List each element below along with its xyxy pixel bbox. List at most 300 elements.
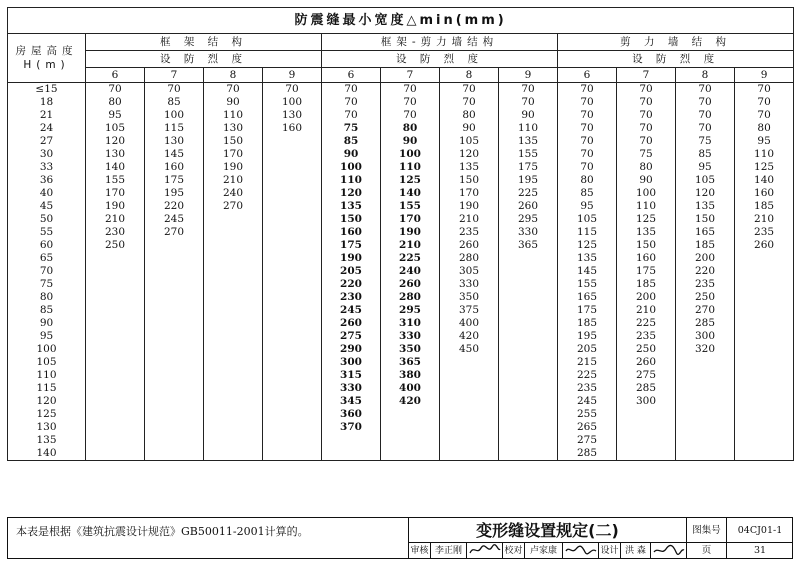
value-cell	[263, 356, 322, 369]
value-cell: 70	[322, 96, 381, 109]
value-cell	[86, 434, 145, 447]
value-cell	[322, 447, 381, 461]
value-cell	[676, 421, 735, 434]
value-cell	[499, 291, 558, 304]
value-cell: 245	[145, 213, 204, 226]
value-cell	[735, 252, 794, 265]
value-cell	[676, 395, 735, 408]
value-cell: 235	[735, 226, 794, 239]
value-cell: 140	[86, 161, 145, 174]
value-cell	[204, 239, 263, 252]
value-cell	[263, 148, 322, 161]
value-cell: 100	[263, 96, 322, 109]
value-cell: 100	[617, 187, 676, 200]
value-cell: 70	[381, 83, 440, 97]
value-cell: 225	[499, 187, 558, 200]
value-cell: 230	[86, 226, 145, 239]
value-cell: 110	[381, 161, 440, 174]
value-cell: 125	[558, 239, 617, 252]
value-cell: 85	[676, 148, 735, 161]
value-cell	[676, 408, 735, 421]
value-cell	[204, 408, 263, 421]
value-cell	[145, 356, 204, 369]
value-cell: 375	[440, 304, 499, 317]
value-cell: 70	[676, 122, 735, 135]
value-cell: 235	[676, 278, 735, 291]
value-cell: 80	[735, 122, 794, 135]
value-cell	[145, 421, 204, 434]
value-cell: 140	[735, 174, 794, 187]
intensity-col-6: 8	[440, 68, 499, 83]
value-cell: 190	[86, 200, 145, 213]
height-cell: 80	[8, 291, 86, 304]
height-cell: 85	[8, 304, 86, 317]
value-cell: 175	[617, 265, 676, 278]
value-cell: 95	[676, 161, 735, 174]
value-cell: 225	[617, 317, 676, 330]
value-cell	[86, 421, 145, 434]
value-cell	[145, 304, 204, 317]
value-cell: 275	[322, 330, 381, 343]
value-cell	[735, 278, 794, 291]
value-cell: 160	[617, 252, 676, 265]
value-cell: 260	[499, 200, 558, 213]
value-cell: 210	[86, 213, 145, 226]
value-cell: 230	[322, 291, 381, 304]
value-cell	[145, 343, 204, 356]
page-number: 31	[753, 545, 767, 556]
value-cell: 260	[735, 239, 794, 252]
height-cell: 24	[8, 122, 86, 135]
value-cell	[204, 304, 263, 317]
value-cell	[145, 447, 204, 461]
value-cell: 170	[381, 213, 440, 226]
table-row	[8, 278, 794, 291]
value-cell: 280	[381, 291, 440, 304]
value-cell: 90	[322, 148, 381, 161]
atlas-number-label: 图集号	[687, 518, 727, 543]
value-cell: 280	[440, 252, 499, 265]
value-cell: 170	[86, 187, 145, 200]
value-cell: 70	[558, 109, 617, 122]
table-row	[8, 330, 794, 343]
value-cell: 70	[381, 96, 440, 109]
value-cell: 70	[263, 83, 322, 97]
group-frame-shearwall-header: 框架-剪力墙结构	[322, 34, 558, 51]
value-cell: 200	[676, 252, 735, 265]
value-cell: 95	[735, 135, 794, 148]
value-cell: 130	[204, 122, 263, 135]
value-cell: 215	[558, 356, 617, 369]
value-cell: 175	[499, 161, 558, 174]
value-cell	[440, 369, 499, 382]
value-cell	[86, 278, 145, 291]
value-cell: 165	[558, 291, 617, 304]
value-cell: 295	[381, 304, 440, 317]
value-cell: 290	[322, 343, 381, 356]
table-row	[8, 252, 794, 265]
value-cell: 245	[322, 304, 381, 317]
value-cell: 240	[204, 187, 263, 200]
table-row	[8, 109, 794, 122]
value-cell: 175	[322, 239, 381, 252]
value-cell: 70	[617, 135, 676, 148]
intensity-label-frame-shearwall: 设 防 烈 度	[322, 51, 558, 68]
value-cell	[735, 382, 794, 395]
value-cell: 130	[263, 109, 322, 122]
intensity-col-1: 7	[145, 68, 204, 83]
value-cell: 195	[558, 330, 617, 343]
value-cell: 130	[86, 148, 145, 161]
value-cell: 330	[322, 382, 381, 395]
value-cell: 300	[617, 395, 676, 408]
intensity-col-5: 7	[381, 68, 440, 83]
value-cell: 135	[558, 252, 617, 265]
value-cell	[145, 291, 204, 304]
value-cell	[204, 213, 263, 226]
value-cell	[499, 356, 558, 369]
table-row	[8, 369, 794, 382]
value-cell	[735, 369, 794, 382]
value-cell: 150	[440, 174, 499, 187]
height-cell: 33	[8, 161, 86, 174]
table-row	[8, 239, 794, 252]
intensity-label-shearwall: 设 防 烈 度	[558, 51, 794, 68]
table-title: 防震缝最小宽度△min(mm)	[8, 8, 794, 34]
height-cell: 40	[8, 187, 86, 200]
table-row	[8, 148, 794, 161]
value-cell	[735, 291, 794, 304]
value-cell: 175	[558, 304, 617, 317]
value-cell: 220	[145, 200, 204, 213]
height-cell: 115	[8, 382, 86, 395]
value-cell: 95	[86, 109, 145, 122]
value-cell: 70	[322, 83, 381, 97]
value-cell: 70	[676, 96, 735, 109]
value-cell: 245	[558, 395, 617, 408]
value-cell: 70	[735, 109, 794, 122]
value-cell: 105	[440, 135, 499, 148]
value-cell: 160	[735, 187, 794, 200]
table-row	[8, 122, 794, 135]
value-cell	[263, 447, 322, 461]
table-row	[8, 343, 794, 356]
value-cell: 155	[86, 174, 145, 187]
value-cell	[617, 434, 676, 447]
value-cell: 265	[558, 421, 617, 434]
value-cell: 155	[499, 148, 558, 161]
value-cell: 190	[381, 226, 440, 239]
value-cell: 420	[381, 395, 440, 408]
value-cell	[86, 304, 145, 317]
height-cell: 130	[8, 421, 86, 434]
value-cell: 270	[204, 200, 263, 213]
height-cell: 18	[8, 96, 86, 109]
height-header	[8, 34, 86, 83]
value-cell	[440, 421, 499, 434]
value-cell: 70	[86, 83, 145, 97]
value-cell: 185	[558, 317, 617, 330]
value-cell	[263, 161, 322, 174]
value-cell: 225	[558, 369, 617, 382]
intensity-col-3: 9	[263, 68, 322, 83]
table-row	[8, 421, 794, 434]
intensity-col-11: 9	[735, 68, 794, 83]
value-cell: 270	[145, 226, 204, 239]
value-cell	[499, 330, 558, 343]
value-cell	[381, 421, 440, 434]
value-cell	[145, 382, 204, 395]
value-cell: 250	[86, 239, 145, 252]
value-cell: 270	[676, 304, 735, 317]
height-cell: 36	[8, 174, 86, 187]
value-cell: 135	[440, 161, 499, 174]
height-cell: 105	[8, 356, 86, 369]
value-cell: 130	[145, 135, 204, 148]
value-cell: 150	[676, 213, 735, 226]
value-cell	[499, 278, 558, 291]
value-cell	[676, 447, 735, 461]
value-cell	[263, 200, 322, 213]
value-cell: 110	[735, 148, 794, 161]
drawing-title: 变形缝设置规定(二)	[409, 518, 687, 543]
value-cell	[381, 434, 440, 447]
height-cell: 100	[8, 343, 86, 356]
value-cell	[381, 447, 440, 461]
design-label: 设计	[599, 543, 621, 559]
value-cell: 305	[440, 265, 499, 278]
seismic-joint-width-table	[7, 7, 794, 461]
reviewer-name: 李正刚	[431, 543, 467, 559]
value-cell: 110	[204, 109, 263, 122]
value-cell: 190	[322, 252, 381, 265]
height-cell: 140	[8, 447, 86, 461]
value-cell: 105	[558, 213, 617, 226]
value-cell: 380	[381, 369, 440, 382]
value-cell: 135	[676, 200, 735, 213]
value-cell	[617, 421, 676, 434]
value-cell: 310	[381, 317, 440, 330]
value-cell	[499, 369, 558, 382]
table-row	[8, 304, 794, 317]
value-cell	[204, 369, 263, 382]
value-cell: 235	[558, 382, 617, 395]
value-cell	[735, 408, 794, 421]
table-row	[8, 174, 794, 187]
value-cell: 100	[381, 148, 440, 161]
value-cell	[735, 421, 794, 434]
footnote: 本表是根据《建筑抗震设计规范》GB50011-2001计算的。	[16, 525, 309, 538]
value-cell: 75	[617, 148, 676, 161]
value-cell	[204, 291, 263, 304]
value-cell: 110	[322, 174, 381, 187]
height-header-line2: H(m)	[23, 59, 70, 71]
value-cell: 135	[617, 226, 676, 239]
value-cell	[145, 330, 204, 343]
value-cell: 240	[381, 265, 440, 278]
value-cell: 400	[381, 382, 440, 395]
value-cell: 70	[322, 109, 381, 122]
value-cell	[204, 317, 263, 330]
value-cell: 175	[145, 174, 204, 187]
value-cell: 330	[440, 278, 499, 291]
height-header-line1: 房屋高度	[15, 45, 78, 57]
value-cell: 365	[381, 356, 440, 369]
value-cell	[322, 434, 381, 447]
value-cell: 160	[145, 161, 204, 174]
value-cell: 115	[145, 122, 204, 135]
value-cell	[263, 252, 322, 265]
value-cell: 210	[204, 174, 263, 187]
value-cell	[263, 421, 322, 434]
value-cell: 70	[204, 83, 263, 97]
value-cell	[499, 408, 558, 421]
value-cell: 75	[322, 122, 381, 135]
value-cell: 235	[617, 330, 676, 343]
value-cell: 70	[735, 96, 794, 109]
check-label: 校对	[503, 543, 525, 559]
table-row	[8, 395, 794, 408]
value-cell	[204, 421, 263, 434]
value-cell: 80	[440, 109, 499, 122]
value-cell: 155	[558, 278, 617, 291]
value-cell	[617, 408, 676, 421]
intensity-col-7: 9	[499, 68, 558, 83]
table-row	[8, 83, 794, 97]
value-cell: 70	[499, 83, 558, 97]
value-cell: 120	[676, 187, 735, 200]
height-cell: 30	[8, 148, 86, 161]
value-cell: 125	[381, 174, 440, 187]
value-cell: 155	[381, 200, 440, 213]
reviewer-signature	[467, 543, 503, 559]
value-cell: 260	[617, 356, 676, 369]
table-row	[8, 356, 794, 369]
value-cell: 330	[499, 226, 558, 239]
value-cell: 365	[499, 239, 558, 252]
table-row	[8, 187, 794, 200]
value-cell	[676, 356, 735, 369]
value-cell	[440, 408, 499, 421]
value-cell: 150	[617, 239, 676, 252]
value-cell	[440, 356, 499, 369]
value-cell: 350	[440, 291, 499, 304]
drawing-sheet	[7, 7, 793, 559]
value-cell: 190	[204, 161, 263, 174]
value-cell: 70	[617, 109, 676, 122]
height-cell: 120	[8, 395, 86, 408]
value-cell: 260	[322, 317, 381, 330]
value-cell: 100	[145, 109, 204, 122]
intensity-col-8: 6	[558, 68, 617, 83]
value-cell: 80	[86, 96, 145, 109]
height-cell: 50	[8, 213, 86, 226]
table-row	[8, 317, 794, 330]
value-cell	[145, 408, 204, 421]
value-cell: 70	[558, 83, 617, 97]
value-cell: 250	[617, 343, 676, 356]
height-cell: 135	[8, 434, 86, 447]
value-cell: 70	[558, 96, 617, 109]
value-cell	[263, 135, 322, 148]
value-cell: 400	[440, 317, 499, 330]
height-cell: 55	[8, 226, 86, 239]
value-cell: 275	[617, 369, 676, 382]
value-cell: 195	[145, 187, 204, 200]
value-cell: 90	[499, 109, 558, 122]
value-cell: 210	[440, 213, 499, 226]
value-cell: 70	[558, 148, 617, 161]
value-cell: 330	[381, 330, 440, 343]
value-cell	[499, 265, 558, 278]
value-cell	[440, 395, 499, 408]
value-cell: 235	[440, 226, 499, 239]
group-frame-header: 框 架 结 构	[86, 34, 322, 51]
value-cell: 195	[499, 174, 558, 187]
value-cell	[86, 252, 145, 265]
value-cell	[440, 447, 499, 461]
value-cell	[204, 447, 263, 461]
value-cell: 70	[558, 161, 617, 174]
value-cell: 350	[381, 343, 440, 356]
table-row	[8, 434, 794, 447]
intensity-col-10: 8	[676, 68, 735, 83]
value-cell	[735, 447, 794, 461]
intensity-label-frame: 设 防 烈 度	[86, 51, 322, 68]
value-cell: 315	[322, 369, 381, 382]
value-cell: 115	[558, 226, 617, 239]
designer-name: 洪 森	[621, 543, 651, 559]
value-cell: 125	[735, 161, 794, 174]
table-row	[8, 96, 794, 109]
value-cell: 70	[558, 135, 617, 148]
value-cell	[86, 395, 145, 408]
value-cell	[145, 278, 204, 291]
value-cell	[145, 369, 204, 382]
value-cell	[440, 434, 499, 447]
value-cell: 260	[440, 239, 499, 252]
table-row	[8, 447, 794, 461]
value-cell	[86, 265, 145, 278]
value-cell	[204, 252, 263, 265]
value-cell	[499, 382, 558, 395]
value-cell: 85	[322, 135, 381, 148]
value-cell: 170	[204, 148, 263, 161]
value-cell	[263, 317, 322, 330]
value-cell: 70	[440, 83, 499, 97]
value-cell: 200	[617, 291, 676, 304]
value-cell	[263, 265, 322, 278]
value-cell	[263, 408, 322, 421]
title-block	[408, 518, 794, 559]
height-cell: 75	[8, 278, 86, 291]
value-cell	[86, 356, 145, 369]
value-cell: 85	[145, 96, 204, 109]
value-cell: 300	[676, 330, 735, 343]
value-cell	[440, 382, 499, 395]
value-cell: 285	[617, 382, 676, 395]
checker-signature	[563, 543, 599, 559]
value-cell	[86, 408, 145, 421]
value-cell	[499, 421, 558, 434]
value-cell: 105	[86, 122, 145, 135]
value-cell	[263, 382, 322, 395]
value-cell: 210	[617, 304, 676, 317]
value-cell	[263, 343, 322, 356]
value-cell: 70	[499, 96, 558, 109]
value-cell: 95	[558, 200, 617, 213]
value-cell: 120	[322, 187, 381, 200]
